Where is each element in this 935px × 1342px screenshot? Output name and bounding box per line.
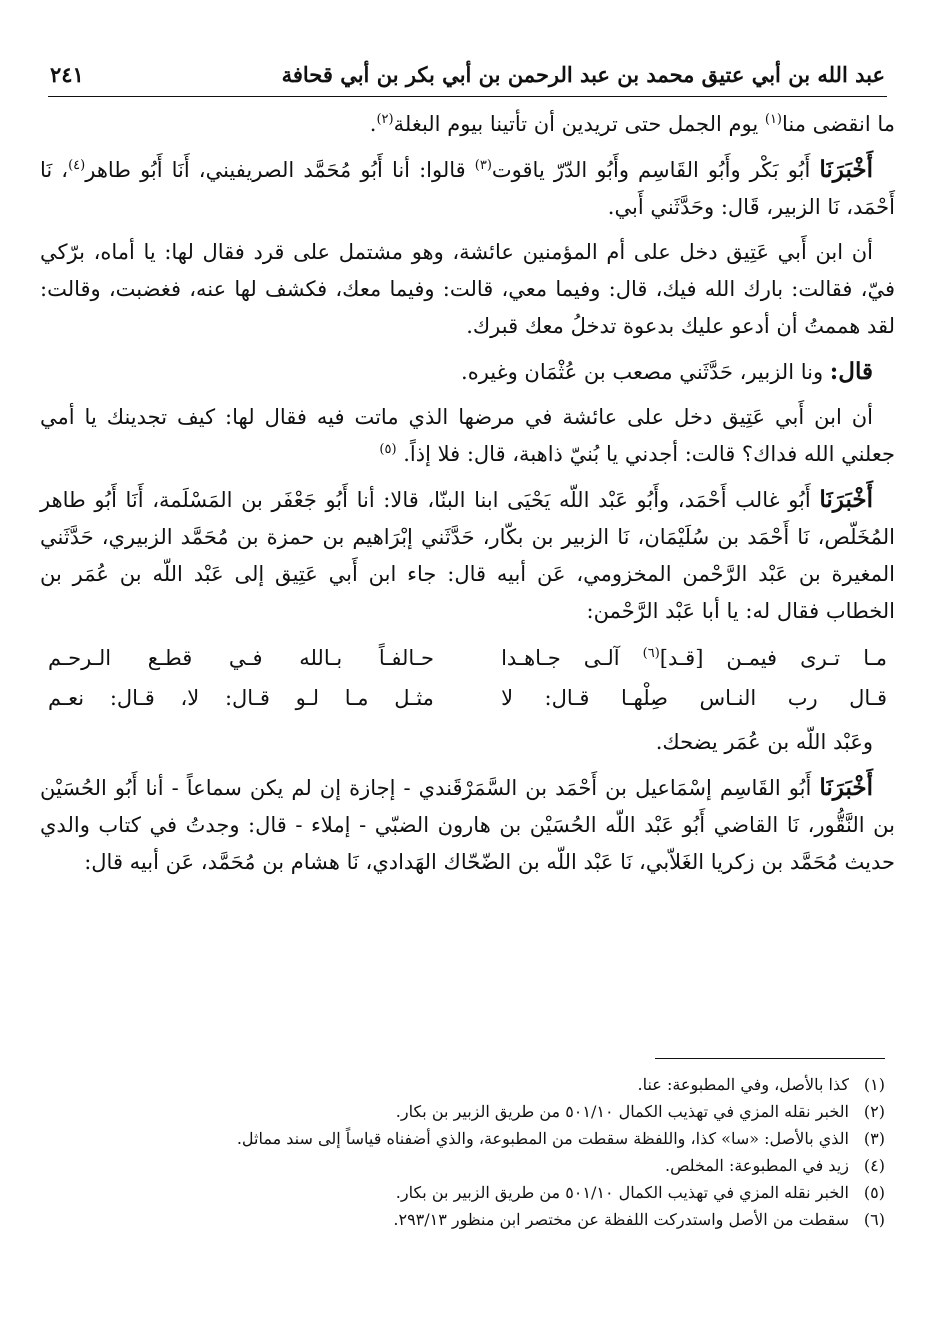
poem: [40, 638, 895, 718]
footnote-ref[interactable]: (١): [764, 112, 782, 127]
text: ، نَا أَحْمَد، نَا الزبير، قَال: وحَدَّثَني أَبي.: [40, 158, 895, 219]
footnote-3: [60, 1125, 885, 1152]
footnote-text: الخبر نقله المزي في تهذيب الكمال ٥٠١/١٠ من طريق الزبير بن بكار.: [395, 1183, 849, 1202]
footnote-ref[interactable]: (٦): [642, 646, 660, 661]
footnote-text: كذا بالأصل، وفي المطبوعة: عنا.: [637, 1075, 849, 1094]
text: مـا تـرى فيمـن [قـد]: [659, 646, 887, 670]
footnote-ref[interactable]: (٢): [376, 112, 394, 127]
main-text: [40, 106, 895, 889]
text: ونا الزبير، حَدَّثَني مصعب بن عُثْمَان وغيره.: [461, 360, 830, 384]
paragraph-7: وعَبْد اللّه بن عُمَر يضحك.: [655, 730, 873, 754]
footnote-ref[interactable]: (٣): [474, 158, 492, 173]
footnote-number: (١): [863, 1075, 885, 1094]
poem-hemistich-second: مثـل مـا لـو قـال: لا، قـال: نعـم: [48, 686, 434, 710]
footnote-ref[interactable]: (٥): [379, 442, 397, 457]
akhbarana-lead: أَخْبَرَنَا: [819, 156, 874, 183]
text: آلـى جـاهـدا: [501, 646, 643, 670]
header-title: عبد الله بن أبي عتيق محمد بن عبد الرحمن بن أبي بكر بن أبي قحافة: [281, 61, 885, 87]
paragraph-6: [40, 481, 895, 630]
footnote-number: (٢): [863, 1102, 885, 1121]
footnote-text: الذي بالأصل: «سا» كذا، واللفظة سقطت من المطبوعة، والذي أضفناه قياساً إلى سند مماثل.: [236, 1129, 849, 1148]
paragraph-4: [40, 353, 895, 391]
footnote-separator: [655, 1058, 885, 1059]
paragraph-2: [40, 151, 895, 226]
page-number: ٢٤١: [50, 61, 84, 87]
footnote-text: سقطت من الأصل واستدركت اللفظة عن مختصر ابن منظور ٢٩٣/١٣.: [393, 1210, 849, 1229]
footnote-6: [60, 1206, 885, 1233]
poem-hemistich-first: قـال رب النـاس صِلْهـا قـال: لا: [501, 686, 887, 710]
akhbarana-lead: أَخْبَرَنَا: [819, 774, 873, 801]
footnote-number: (٣): [863, 1129, 885, 1148]
footnote-2: [60, 1098, 885, 1125]
text: ما انقضى منا: [782, 112, 895, 136]
paragraph-5: [40, 399, 895, 473]
footnote-5: [60, 1179, 885, 1206]
akhbarana-lead: أَخْبَرَنَا: [819, 486, 873, 513]
footnote-text: الخبر نقله المزي في تهذيب الكمال ٥٠١/١٠ من طريق الزبير بن بكار.: [395, 1102, 849, 1121]
footnote-number: (٦): [863, 1210, 885, 1229]
footnote-number: (٤): [863, 1156, 885, 1175]
text: أَبُو غالب أَحْمَد، وأَبُو عَبْد اللّه يَحْيَى ابنا البنّا، قالا: أنا أَبُو جَعْفَر بن المَسْلَمة، أَنَا أَبُو طاهر المُخَلّص، نَا أَحْمَد بن سُلَيْمَان، نَا الزبير بن بكّار، حَدَّثَني إبْرَاهيم بن حمزة بن مُحَمَّد الزبيري، حَدَّثَني المغيرة بن عَبْد الرَّحْمن المخزومي، عَن أبيه قال: جاء ابن أَبي عَتِيق إلى عَبْد اللّه بن عُمَر بن الخطاب فقال له: يا أبا عَبْد الرَّحْمن:: [40, 488, 895, 623]
footnote-text: زيد في المطبوعة: المخلص.: [664, 1156, 849, 1175]
footnote-ref[interactable]: (٤): [68, 158, 86, 173]
text: يوم الجمل حتى تريدين أن تأتينا بيوم البغلة: [393, 112, 765, 136]
poem-hemistich-second: حـالفـاً بـالله فـي قطـع الـرحـم: [48, 646, 434, 670]
text: قالوا: أنا أَبُو مُحَمَّد الصريفيني، أَنَا أَبُو طاهر: [85, 158, 475, 182]
text: أن ابن أَبي عَتِيق دخل على عائشة في مرضها الذي ماتت فيه فقال لها: كيف تجدينك يا أمي جعلني الله فداك؟ قالت: أجدني يا بُنيّ ذاهبة، قال: فلا إذاً.: [40, 405, 895, 466]
poem-verse-2: [40, 678, 895, 718]
footnote-4: [60, 1152, 885, 1179]
header-rule: [48, 96, 887, 97]
qal-lead: قال:: [829, 358, 873, 385]
paragraph-1: [40, 106, 895, 143]
poem-verse-1: [40, 638, 895, 678]
text: .: [369, 112, 377, 136]
poem-hemistich-first: [501, 638, 887, 678]
running-header: [50, 52, 885, 96]
text: أَبُو القَاسِم إسْمَاعيل بن أَحْمَد بن السَّمَرْقَندي - إجازة إن لم يكن سماعاً - أنا أَبُو الحُسَيْن بن النَّقُّور، نَا القاضي أَبُو عَبْد اللّه الحُسَيْن بن هارون الضبّي - إملاء - قال: وجدتُ في كتاب والدي حديث مُحَمَّد بن زكريا الغَلاّبي، نَا عَبْد اللّه بن الضّحّاك الهَدادي، نَا هشام بن مُحَمَّد، عَن أبيه قال:: [40, 776, 895, 874]
paragraph-3: أن ابن أَبي عَتِيق دخل على أم المؤمنين عائشة، وهو مشتمل على قرد فقال لها: يا أماه، برّكي فيّ، فقالت: بارك الله فيك، قال: وفيما معي، قالت: وفيما معك، فكشف لها عنه، فغضبت، وقالت: لقد هممتُ أن أدعو عليك بدعوة تدخلُ معك قبرك.: [40, 240, 895, 338]
paragraph-8: [40, 769, 895, 881]
footnotes: [60, 1071, 885, 1233]
footnote-1: [60, 1071, 885, 1098]
text: أَبُو بَكْر وأَبُو القَاسِم وأَبُو الدّرّ ياقوت: [491, 158, 820, 182]
footnote-number: (٥): [863, 1183, 885, 1202]
